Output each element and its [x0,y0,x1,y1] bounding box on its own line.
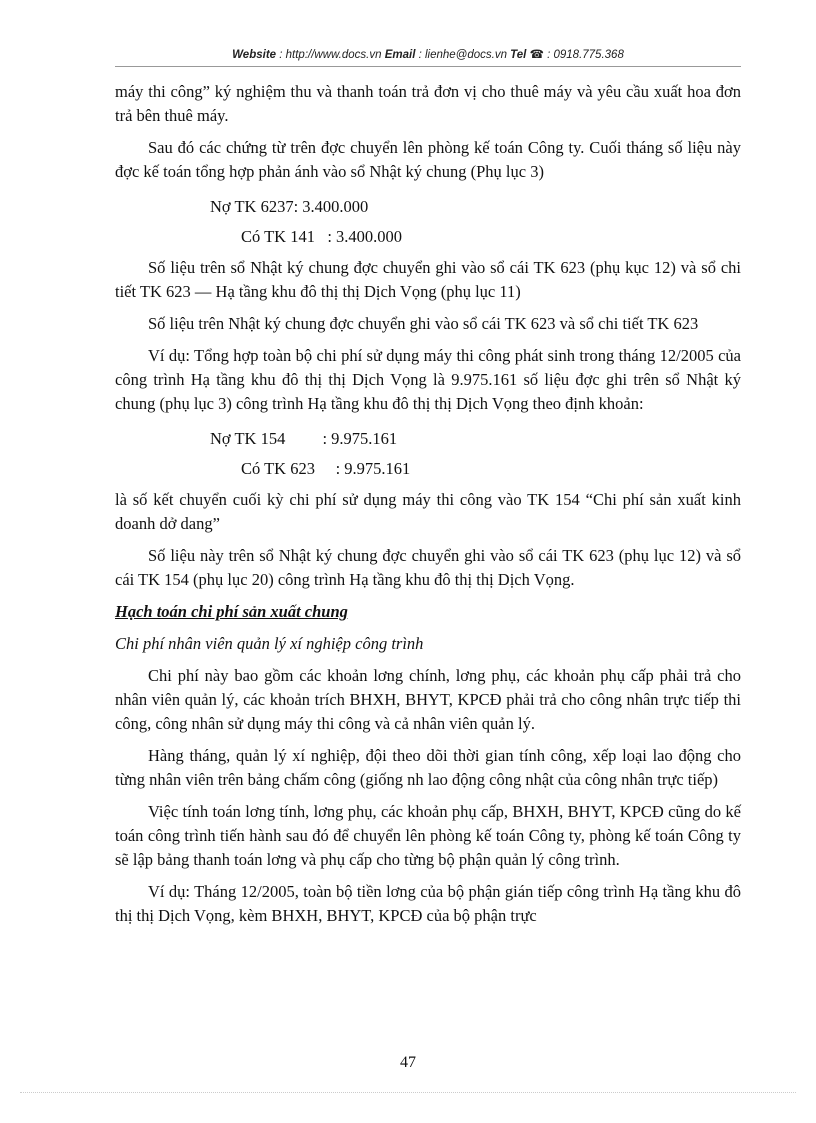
paragraph: Hàng tháng, quản lý xí nghiệp, đội theo dõi thời gian tính công, xếp loại lao động cho từng nhân viên trên bảng chấm công (giống nh lao động công nhật của công nhân trực tiếp) [115,746,741,789]
paragraph: Số liệu trên Nhật ký chung đợc chuyển ghi vào sổ cái TK 623 và sổ chi tiết TK 623 [148,314,699,333]
tel-label: Tel [510,49,527,61]
journal-entry [115,192,741,252]
journal-entry [115,424,741,484]
section-heading: Hạch toán chi phí sản xuất chung [115,602,348,621]
journal-credit: Có TK 623 : 9.975.161 [241,459,411,478]
paragraph: Chi phí này bao gồm các khoản lơng chính, lơng phụ, các khoản phụ cấp phải trả cho nhân viên quản lý, các khoản trích BHXH, BHYT, KPCĐ phải trả cho công nhân trực tiếp thi công, công nhân sử dụng máy thi công và cả nhân viên quản lý. [115,666,741,733]
paragraph: máy thi công” ký nghiệm thu và thanh toán trả đơn vị cho thuê máy và yêu cầu xuất hoa đơn trả bên thuê máy. [115,82,741,125]
journal-debit: Nợ TK 154 : 9.975.161 [210,429,398,448]
email-label: Email [384,49,416,61]
section-subheading: Chi phí nhân viên quản lý xí nghiệp công trình [115,634,424,653]
header-divider [115,66,741,67]
document-body [115,80,741,936]
paragraph: Số liệu trên sổ Nhật ký chung đợc chuyển ghi vào sổ cái TK 623 (phụ kục 12) và sổ chi tiết TK 623 — Hạ tầng khu đô thị thị Dịch Vọng (phụ lục 11) [115,258,741,301]
website-label: Website [232,49,277,61]
website-value: : http://www.docs.vn [276,49,385,61]
email-value: : lienhe@docs.vn [415,49,511,61]
page-header [115,47,741,61]
paragraph: Số liệu này trên sổ Nhật ký chung đợc chuyển ghi vào sổ cái TK 623 (phụ lục 12) và sổ cái TK 154 (phụ lục 20) công trình Hạ tầng khu đô thị thị Dịch Vọng. [115,546,741,589]
page-number: 47 [400,1054,416,1071]
paragraph: Ví dụ: Tổng hợp toàn bộ chi phí sử dụng máy thi công phát sinh trong tháng 12/2005 của công trình Hạ tầng khu đô thị thị Dịch Vọng là 9.975.161 số liệu đợc ghi trên sổ Nhật ký chung (phụ lục 3) công trình Hạ tầng khu đô thị thị Dịch Vọng theo định khoản: [115,346,741,413]
footer-divider [20,1092,796,1093]
phone-icon: ☎ [529,49,544,61]
paragraph: là số kết chuyển cuối kỳ chi phí sử dụng máy thi công vào TK 154 “Chi phí sản xuất kinh doanh dở dang” [115,490,741,533]
journal-debit: Nợ TK 6237: 3.400.000 [210,197,369,216]
paragraph: Ví dụ: Tháng 12/2005, toàn bộ tiền lơng của bộ phận gián tiếp công trình Hạ tầng khu đô thị thị Dịch Vọng, kèm BHXH, BHYT, KPCĐ của bộ phận trực [115,882,741,925]
tel-value: : 0918.775.368 [543,49,624,61]
paragraph: Sau đó các chứng từ trên đợc chuyển lên phòng kế toán Công ty. Cuối tháng số liệu này đợc kế toán tổng hợp phản ánh vào sổ Nhật ký chung (Phụ lục 3) [115,138,741,181]
paragraph: Việc tính toán lơng tính, lơng phụ, các khoản phụ cấp, BHXH, BHYT, KPCĐ cũng do kế toán công trình tiến hành sau đó để chuyển lên phòng kế toán Công ty, phòng kế toán Công ty sẽ lập bảng thanh toán lơng và phụ cấp cho từng bộ phận quản lý công trình. [115,802,741,869]
journal-credit: Có TK 141 : 3.400.000 [241,227,403,246]
